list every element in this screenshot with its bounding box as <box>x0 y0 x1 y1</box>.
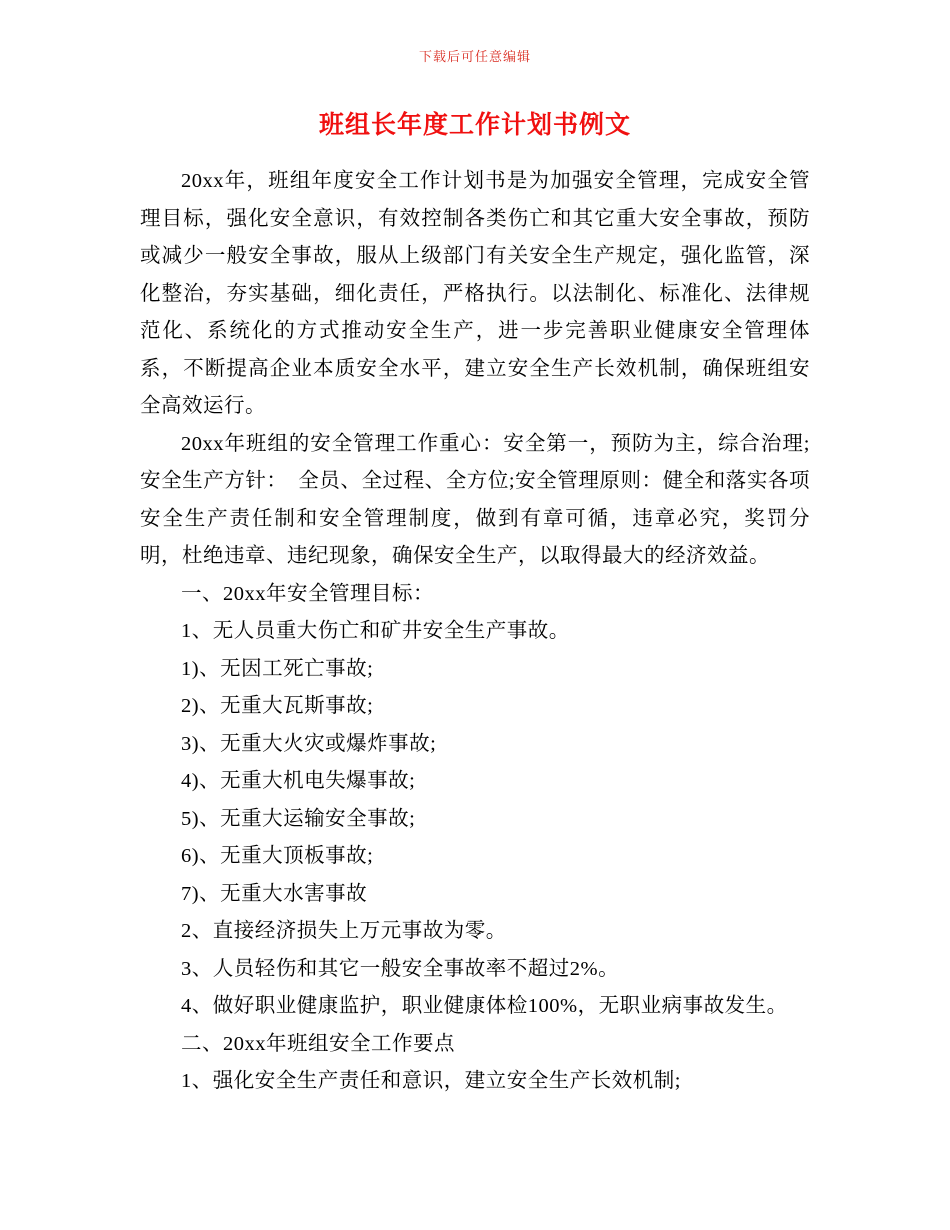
paragraph: 20xx年，班组年度安全工作计划书是为加强安全管理，完成安全管理目标，强化安全意识，有效控制各类伤亡和其它重大安全事故，预防或减少一般安全事故，服从上级部门有关安全生产规定，强化监管，深化整治，夯实基础，细化责任，严格执行。以法制化、标准化、法律规范化、系统化的方式推动安全生产，进一步完善职业健康安全管理体系，不断提高企业本质安全水平，建立安全生产长效机制，确保班组安全高效运行。 <box>140 170 810 417</box>
list-item: 5)、无重大运输安全事故; <box>181 807 416 830</box>
list-item: 3、人员轻伤和其它一般安全事故率不超过2%。 <box>181 957 620 980</box>
list-item: 4)、无重大机电失爆事故; <box>181 770 416 792</box>
list-item: 7)、无重大水害事故 <box>181 882 368 905</box>
list-item: 二、20xx年班组安全工作要点 <box>181 1032 455 1055</box>
paragraph: 20xx年班组的安全管理工作重心：安全第一，预防为主，综合治理;安全生产方针： 全员、全过程、全方位;安全管理原则：健全和落实各项安全生产责任制和安全管理制度，做到有章可循，违章必究，奖罚分明，杜绝违章、违纪现象，确保安全生产，以取得最大的经济效益。 <box>140 432 810 567</box>
list-item: 一、20xx年安全管理目标： <box>181 582 434 605</box>
document-body <box>140 163 810 1101</box>
list-item: 2、直接经济损失上万元事故为零。 <box>181 920 507 942</box>
document-title: 班组长年度工作计划书例文 <box>318 112 631 139</box>
list-item: 1、强化安全生产责任和意识，建立安全生产长效机制; <box>181 1070 681 1092</box>
list-item: 1、无人员重大伤亡和矿井安全生产事故。 <box>181 620 570 642</box>
list-item: 1)、无因工死亡事故; <box>181 657 374 680</box>
list-item: 6)、无重大顶板事故; <box>181 845 374 867</box>
list-item: 4、做好职业健康监护，职业健康体检100%，无职业病事故发生。 <box>181 995 788 1017</box>
list-item: 2)、无重大瓦斯事故; <box>181 695 374 717</box>
header-note: 下载后可任意编辑 <box>418 49 531 64</box>
list-item: 3)、无重大火灾或爆炸事故; <box>181 732 437 755</box>
